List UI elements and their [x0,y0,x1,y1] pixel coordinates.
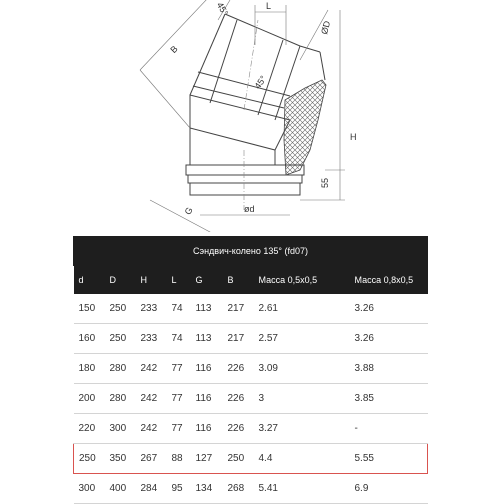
cell-mass-08: 3.88 [350,354,428,384]
dim-label-d: ød [244,204,255,214]
cell-L: 77 [167,414,191,444]
cell-mass-05: 2.61 [254,294,350,324]
cell-L: 88 [167,444,191,474]
angle-label-top: 45° [214,0,231,18]
cell-H: 267 [136,444,167,474]
cell-B: 217 [223,294,254,324]
cell-L: 77 [167,384,191,414]
cell-mass-05: 4.4 [254,444,350,474]
header-D: D [105,266,136,294]
cell-d: 200 [74,384,105,414]
elbow-technical-drawing [0,0,500,232]
cell-G: 116 [191,414,223,444]
cell-G: 113 [191,294,223,324]
table-title: Сэндвич-колено 135° (fd07) [73,236,428,266]
dim-label-55: 55 [320,177,330,188]
cell-L: 74 [167,324,191,354]
table-header-row [74,266,428,294]
cell-G: 113 [191,324,223,354]
cell-mass-05: 3 [254,384,350,414]
cell-mass-08: 3.26 [350,324,428,354]
cell-d: 180 [74,354,105,384]
cell-B: 226 [223,354,254,384]
cell-d: 300 [74,474,105,504]
header-B: B [223,266,254,294]
axis-centerline [244,20,258,110]
cell-D: 350 [105,444,136,474]
table-row [74,354,428,384]
table-body [74,294,428,504]
cell-L: 77 [167,354,191,384]
cell-B: 217 [223,324,254,354]
cell-mass-08: 3.26 [350,294,428,324]
cell-mass-05: 2.57 [254,324,350,354]
header-mass-08: Масса 0,8х0,5 [350,266,428,294]
header-G: G [191,266,223,294]
cell-D: 280 [105,384,136,414]
angle-label-mid: 45° [252,73,269,91]
table-row [74,414,428,444]
cell-mass-05: 3.27 [254,414,350,444]
table-row [74,324,428,354]
dim-label-H: H [350,132,357,142]
cell-H: 242 [136,384,167,414]
cell-B: 250 [223,444,254,474]
cell-H: 284 [136,474,167,504]
cell-H: 233 [136,294,167,324]
cell-mass-08: - [350,414,428,444]
cell-D: 280 [105,354,136,384]
cell-mass-05: 3.09 [254,354,350,384]
cell-H: 242 [136,354,167,384]
table-row [74,294,428,324]
cell-B: 226 [223,384,254,414]
header-H: H [136,266,167,294]
cell-H: 242 [136,414,167,444]
cell-d: 220 [74,414,105,444]
cell-mass-08: 5.55 [350,444,428,474]
cell-D: 400 [105,474,136,504]
cell-G: 116 [191,354,223,384]
dim-label-B: B [168,43,180,56]
cell-B: 268 [223,474,254,504]
cell-G: 116 [191,384,223,414]
dim-label-L: L [266,1,272,11]
header-d: d [74,266,105,294]
cell-d: 160 [74,324,105,354]
cell-D: 250 [105,294,136,324]
cell-L: 95 [167,474,191,504]
table-row [74,444,428,474]
table-row [74,384,428,414]
cell-d: 250 [74,444,105,474]
cell-d: 150 [74,294,105,324]
cell-D: 250 [105,324,136,354]
header-L: L [167,266,191,294]
cell-G: 127 [191,444,223,474]
cell-G: 134 [191,474,223,504]
cell-mass-05: 5.41 [254,474,350,504]
dim-label-D: ØD [319,19,333,36]
cell-D: 300 [105,414,136,444]
cell-mass-08: 3.85 [350,384,428,414]
dim-label-G: G [182,205,195,217]
table-row [74,474,428,504]
insulation-hatch [284,80,326,175]
header-mass-05: Масса 0,5х0,5 [254,266,350,294]
cell-L: 74 [167,294,191,324]
spec-table [73,236,428,504]
cell-mass-08: 6.9 [350,474,428,504]
cell-H: 233 [136,324,167,354]
cell-B: 226 [223,414,254,444]
